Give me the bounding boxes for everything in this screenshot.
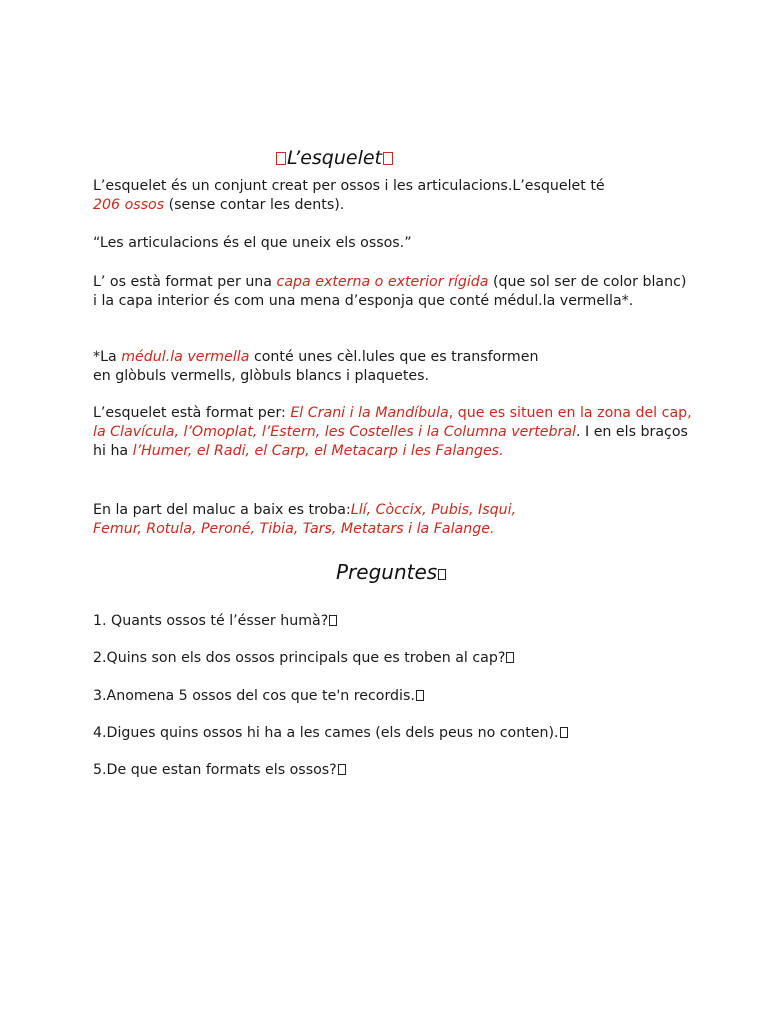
trunk-bones-highlight: la Clavícula, l’Omoplat, l’Estern, les Costelles i la Columna vertebral [93, 424, 576, 440]
question-text: 5.De que estan formats els ossos? [93, 762, 337, 778]
missing-glyph-icon [338, 764, 346, 775]
intro-text: L’esquelet és un conjunt creat per ossos i les articulacions.L’esquelet té [93, 178, 605, 194]
hip-text: En la part del maluc a baix es troba: [93, 502, 351, 518]
document-title [275, 147, 394, 169]
question-item [93, 687, 425, 706]
skull-highlight: El Crani i la Mandíbula [290, 405, 449, 421]
question-text: 2.Quins son els dos ossos principals que es troben al cap? [93, 650, 506, 666]
questions-title [336, 560, 447, 584]
question-text: 4.Digues quins ossos hi ha a les cames (els dels peus no conten). [93, 725, 559, 741]
outer-layer-highlight: capa externa o exterior rígida [276, 274, 489, 290]
marrow-text-end: en glòbuls vermells, glòbuls blancs i plaquetes. [93, 368, 430, 384]
bone-count-highlight: 206 ossos [93, 197, 165, 213]
paragraph-intro [93, 177, 693, 215]
question-item [93, 724, 569, 743]
head-zone-highlight: , que es situen en la zona del cap, [448, 405, 692, 421]
questions-title-text: Preguntes [336, 560, 438, 584]
arms-text: . I en els braços hi ha [93, 424, 688, 459]
missing-glyph-icon [506, 652, 514, 663]
parts-text-start: L’esquelet està format per: [93, 405, 291, 421]
question-item [93, 649, 515, 668]
question-text: 1. Quants ossos té l’ésser humà? [93, 613, 329, 629]
question-item [93, 612, 338, 631]
paragraph-skeleton-parts [93, 404, 693, 461]
missing-glyph-icon [383, 152, 393, 165]
paragraph-bone-structure [93, 273, 693, 311]
missing-glyph-icon [560, 727, 568, 738]
paragraph-hip [93, 501, 693, 539]
paragraph-marrow [93, 348, 693, 386]
question-text: 3.Anomena 5 ossos del cos que te'n recordis. [93, 688, 415, 704]
hip-bones-highlight: Llí, Còccix, Pubis, Isqui, [350, 502, 517, 518]
intro-text-end: (sense contar les dents). [164, 197, 345, 213]
leg-bones-highlight: Femur, Rotula, Peroné, Tibia, Tars, Metatars i la Falange. [93, 521, 495, 537]
marrow-text: conté unes cèl.lules que es transformen [249, 349, 539, 365]
arm-bones-highlight: l’Humer, el Radi, el Carp, el Metacarp i les Falanges. [132, 443, 504, 459]
title-text: L’esquelet [287, 147, 383, 169]
structure-text-end: (que sol ser de color blanc) i la capa interior és com una mena d’esponja que conté médul.la vermella*. [93, 274, 687, 309]
missing-glyph-icon [438, 569, 446, 580]
missing-glyph-icon [276, 152, 286, 165]
structure-text: L’ os està format per una [93, 274, 277, 290]
marrow-text-start: *La [93, 349, 122, 365]
missing-glyph-icon [329, 615, 337, 626]
marrow-highlight: médul.la vermella [121, 349, 250, 365]
missing-glyph-icon [416, 690, 424, 701]
paragraph-quote: “Les articulacions és el que uneix els ossos.” [93, 235, 412, 251]
question-item [93, 761, 347, 780]
